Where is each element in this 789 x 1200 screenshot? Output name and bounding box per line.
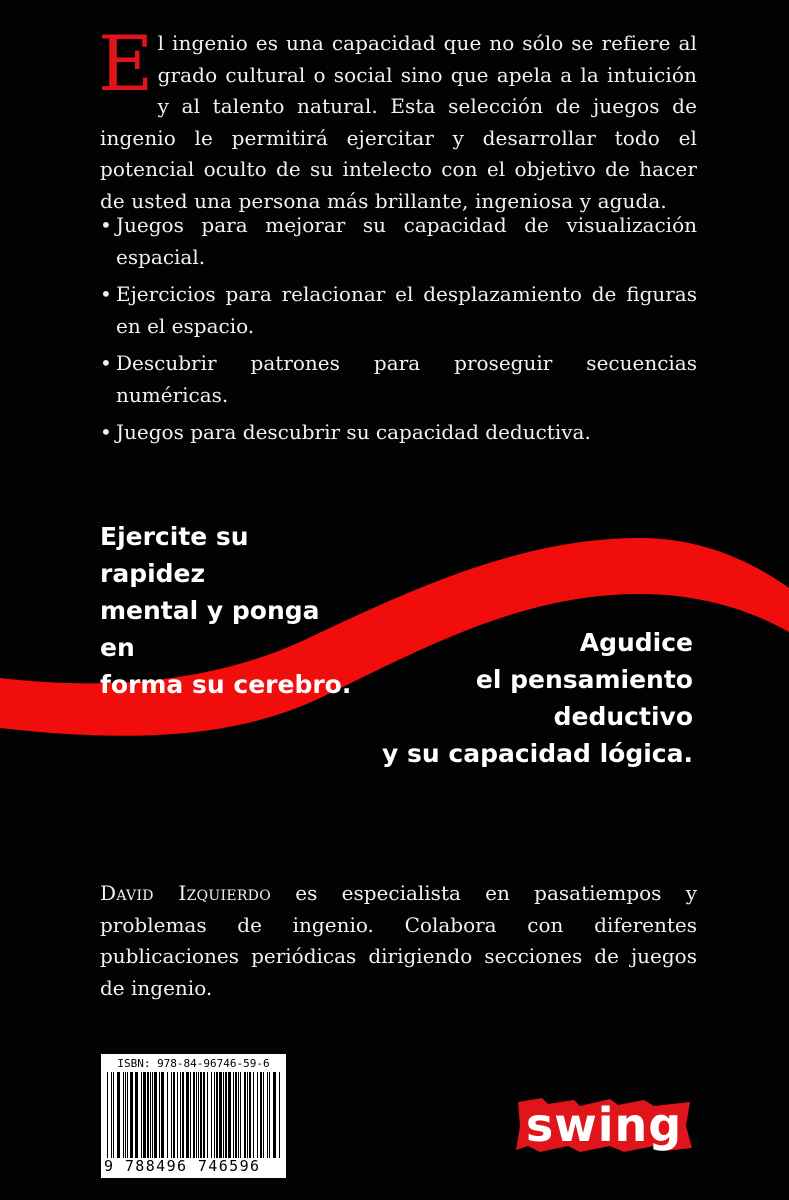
- barcode-bar: [161, 1072, 164, 1158]
- barcode-bar: [135, 1072, 138, 1158]
- list-item-text: Juegos para descubrir su capacidad deductiva.: [116, 420, 591, 444]
- bullet-icon: •: [100, 351, 112, 375]
- barcode-bar: [240, 1072, 241, 1158]
- barcode-bar: [182, 1072, 184, 1158]
- barcode-bar: [273, 1072, 276, 1158]
- barcode-bar: [193, 1072, 195, 1158]
- logo-wordmark: swing: [525, 1098, 683, 1152]
- barcode-bar: [152, 1072, 153, 1158]
- barcode-bar: [228, 1072, 231, 1158]
- list-item-text: Descubrir patrones para proseguir secuencias numéricas.: [116, 351, 697, 407]
- isbn-label: ISBN: 978-84-96746-59-6: [117, 1057, 270, 1070]
- barcode-bar: [269, 1072, 270, 1158]
- barcode-bar: [190, 1072, 191, 1158]
- barcode-bar: [130, 1072, 133, 1158]
- barcode-bar: [198, 1072, 199, 1158]
- author-bio-text: es especialista en pasatiempos y problemas de ingenio. Colabora con diferentes publicaciones periódicas dirigiendo secciones de juegos de ingenio.: [100, 881, 697, 1000]
- barcode-bar: [173, 1072, 175, 1158]
- barcode-bar: [247, 1072, 248, 1158]
- barcode-bar: [125, 1072, 126, 1158]
- barcode-bar: [223, 1072, 224, 1158]
- barcode-bar: [113, 1072, 114, 1158]
- barcode-bar: [203, 1072, 205, 1158]
- barcode-bar: [127, 1072, 128, 1158]
- barcode-bar: [233, 1072, 234, 1158]
- bullet-icon: •: [100, 420, 112, 444]
- list-item: [100, 279, 697, 342]
- slogan-line: deductivo: [553, 702, 693, 731]
- barcode-bar: [244, 1072, 246, 1158]
- barcode-bar: [257, 1072, 258, 1158]
- barcode-bar: [267, 1072, 268, 1158]
- barcode-bar: [216, 1072, 218, 1158]
- barcode-bar: [159, 1072, 160, 1158]
- barcode-bar: [211, 1072, 212, 1158]
- barcode-bar: [238, 1072, 239, 1158]
- barcode-bars: [105, 1072, 282, 1158]
- author-bio: [100, 878, 697, 1004]
- isbn-barcode: [101, 1054, 286, 1178]
- barcode-bar: [186, 1072, 189, 1158]
- barcode-bar: [141, 1072, 142, 1158]
- feature-list: [100, 210, 697, 455]
- intro-text: l ingenio es una capacidad que no sólo se refiere al grado cultural o social sino que apela a la intuición y al talento natural. Esta selección de juegos de ingenio le permitirá ejercitar y desarrollar todo el potencial oculto de su intelecto con el objetivo de hacer de usted una persona más brillante, ingeniosa y aguda.: [100, 31, 697, 213]
- list-item: [100, 210, 697, 273]
- barcode-bar: [253, 1072, 254, 1158]
- slogan-line: Ejercite su rapidez: [100, 522, 249, 588]
- barcode-bar: [279, 1072, 280, 1158]
- drop-cap: E: [98, 19, 154, 108]
- barcode-digits: 9 788496 746596: [104, 1157, 261, 1175]
- barcode-bar: [167, 1072, 168, 1158]
- barcode-bar: [147, 1072, 149, 1158]
- slogan-line: el pensamiento: [475, 665, 693, 694]
- barcode-bar: [143, 1072, 146, 1158]
- bullet-icon: •: [100, 282, 112, 306]
- list-item-text: Juegos para mejorar su capacidad de visualización espacial.: [116, 213, 697, 269]
- intro-paragraph: [98, 19, 697, 217]
- bullet-icon: •: [100, 213, 112, 237]
- slogan-right: [353, 624, 693, 772]
- barcode-bar: [200, 1072, 202, 1158]
- list-item-text: Ejercicios para relacionar el desplazamiento de figuras en el espacio.: [116, 282, 697, 338]
- barcode-bar: [207, 1072, 208, 1158]
- barcode-bar: [154, 1072, 157, 1158]
- slogan-line: Agudice: [579, 628, 693, 657]
- barcode-bar: [180, 1072, 181, 1158]
- author-name: David Izquierdo: [100, 881, 271, 905]
- barcode-bar: [150, 1072, 151, 1158]
- barcode-bar: [249, 1072, 251, 1158]
- barcode-bar: [123, 1072, 124, 1158]
- slogan-line: y su capacidad lógica.: [382, 739, 693, 768]
- barcode-bar: [107, 1072, 108, 1158]
- barcode-bar: [219, 1072, 222, 1158]
- list-item: [100, 417, 697, 449]
- barcode-bar: [171, 1072, 172, 1158]
- slogan-line: mental y ponga en: [100, 596, 320, 662]
- barcode-bar: [263, 1072, 264, 1158]
- barcode-bar: [225, 1072, 227, 1158]
- slogan-line: forma su cerebro.: [100, 670, 352, 699]
- list-item: [100, 348, 697, 411]
- slogan-left: [100, 518, 360, 703]
- barcode-bar: [235, 1072, 237, 1158]
- barcode-bar: [214, 1072, 215, 1158]
- barcode-bar: [177, 1072, 178, 1158]
- barcode-bar: [260, 1072, 262, 1158]
- barcode-bar: [111, 1072, 112, 1158]
- publisher-logo: [514, 1096, 694, 1154]
- barcode-bar: [117, 1072, 120, 1158]
- barcode-bar: [196, 1072, 197, 1158]
